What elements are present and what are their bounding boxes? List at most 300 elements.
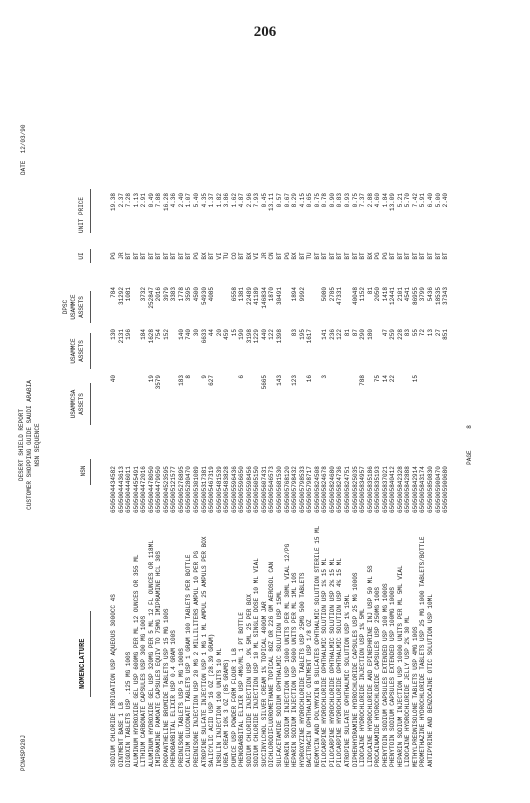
unit-price-cell: 5.70 xyxy=(404,193,412,208)
nomenclature-cell: SUCCINYLCHOL SILVER CREAM 1% TOPICAL 400GM JAR xyxy=(260,601,268,767)
dpsc-assets-cell: 1870 xyxy=(268,287,276,302)
nomenclature-cell: DIGOXIN TABLETS USP .125 MG 100S xyxy=(125,651,133,767)
unit-of-issue-cell: TU xyxy=(306,252,314,260)
nsn-cell: 6505005681530 xyxy=(276,466,284,513)
nsn-cell: 6505005835193 xyxy=(374,466,382,513)
unit-of-issue-cell: BT xyxy=(396,252,404,260)
nsn-cell: 6505005596436 xyxy=(230,466,238,513)
unit-price-cell: 1.07 xyxy=(185,193,193,208)
table-row xyxy=(133,50,141,785)
nsn-cell: 6505005798717 xyxy=(306,466,314,513)
unit-of-issue-cell: VI xyxy=(253,252,261,260)
dpsc-assets-cell: 30491 xyxy=(276,287,284,306)
nsn-cell: 6505004472016 xyxy=(140,466,148,513)
unit-of-issue-cell: BT xyxy=(426,252,434,260)
table-row xyxy=(321,50,329,785)
page-footer xyxy=(466,345,473,545)
unit-of-issue-cell: BT xyxy=(328,252,336,260)
nomenclature-cell: PROPANTHELINE BROMIDE TABLETS USP 15 MG 100S xyxy=(162,608,170,767)
unit-of-issue-cell: BX xyxy=(366,252,374,260)
nomenclature-cell: SULFACETAMIDE SODIUM OPHTHALMIC SOLUTION USP 15ML xyxy=(276,590,284,767)
unit-of-issue-cell: BT xyxy=(298,252,306,260)
nomenclature-cell: UREA CREAM 10% 3 OZ (85 GRAMS) xyxy=(223,658,231,767)
dpsc-assets-cell: 5080 xyxy=(321,287,329,302)
usammce-assets-cell: 236 xyxy=(328,329,336,340)
nsn-cell: 6505004523595 xyxy=(162,466,170,513)
report-id: PCN4SP920J xyxy=(20,734,27,771)
nsn-cell: 6505004434582 xyxy=(110,466,117,513)
table-row xyxy=(231,50,239,785)
table-row xyxy=(276,50,284,785)
nsn-cell: 6505005483828 xyxy=(223,466,231,513)
unit-price-cell: 8.29 xyxy=(291,193,299,208)
nsn-cell: 6505005607431 xyxy=(260,466,268,513)
unit-price-cell: 19.38 xyxy=(110,193,117,212)
nsn-cell: 6505005798533 xyxy=(298,466,306,513)
usammcsa-assets-cell: 5665 xyxy=(260,375,268,390)
unit-of-issue-cell: BT xyxy=(434,252,442,260)
table-row xyxy=(314,50,322,785)
unit-of-issue-cell: BT xyxy=(125,252,133,260)
nsn-cell: 6505005834957 xyxy=(359,466,367,513)
dpsc-assets-cell: 18535 xyxy=(434,287,442,306)
nomenclature-cell: HEPARIN SODIUM INJECTION USP 1000 UNITS PER ML 30ML VIAL 12/PG xyxy=(283,543,291,767)
usammce-assets-cell: 184 xyxy=(140,329,148,340)
table-row xyxy=(261,50,269,785)
unit-price-cell: 4.36 xyxy=(170,193,178,208)
usammce-assets-cell: 851 xyxy=(442,329,450,340)
dpsc-assets-cell: 31292 xyxy=(117,287,125,306)
unit-of-issue-cell: BT xyxy=(132,252,140,260)
unit-of-issue-cell: BT xyxy=(351,252,359,260)
usammcsa-assets-cell: 627 xyxy=(208,375,216,386)
dpsc-assets-cell: 1081 xyxy=(125,287,133,302)
dpsc-assets-cell: 2101 xyxy=(396,287,404,302)
usammce-assets-cell: 30 xyxy=(193,329,201,337)
dpsc-assets-cell: 1778 xyxy=(177,287,185,302)
nomenclature-cell: PILOCARPINE HYDROCHLORIDE OPHTHALMIC SOLUTION USP 4% 15 ML xyxy=(336,558,344,767)
usammce-assets-cell: 83 xyxy=(291,329,299,337)
nomenclature-cell: PROCAINAMIDE HYDROCHLORIDE CAPSULES USP 250MG 100S xyxy=(374,586,382,767)
unit-of-issue-cell: PG xyxy=(110,252,117,260)
nsn-cell: 6505005598456 xyxy=(245,466,253,513)
usammce-assets-cell: 20 xyxy=(215,329,223,337)
date-value: 12/03/90 xyxy=(20,124,27,154)
nomenclature-underline xyxy=(90,611,91,697)
unit-price-cell: 1.82 xyxy=(215,193,223,208)
table-row xyxy=(201,50,209,785)
nsn-cell: 6505005798432 xyxy=(291,466,299,513)
unit-of-issue-cell: BT xyxy=(321,252,329,260)
dpsc-assets-cell: 41189 xyxy=(253,287,261,306)
usammcsa-assets-cell: 9 xyxy=(200,375,208,379)
unit-price-cell: 2.37 xyxy=(117,193,125,208)
usammce-assets-cell: 1229 xyxy=(253,329,261,344)
table-row xyxy=(344,50,352,785)
nomenclature-cell: ANTIPYRINE AND BENZOCAINE OTIC SOLUTION USP 10ML xyxy=(426,594,434,767)
unit-of-issue-cell: BT xyxy=(419,252,427,260)
usammcsa-assets-cell: 16 xyxy=(306,375,314,383)
usammce-assets-cell: 1628 xyxy=(147,329,155,344)
nsn-cell: 6505005824508 xyxy=(313,466,321,513)
table-row xyxy=(299,50,307,785)
table-row xyxy=(412,50,420,785)
nsn-cell: 6505005596650 xyxy=(238,466,246,513)
nomenclature-cell: SODIUM CHLORIDE IRRIGATION USP AQUEOUS 3000CC 4S xyxy=(110,594,117,767)
nsn-cell: 6505005835186 xyxy=(366,466,374,513)
nsn-cell: 6505005280470 xyxy=(185,466,193,513)
price-underline xyxy=(90,189,91,233)
nsn-cell: 6505005900680 xyxy=(442,466,450,513)
unit-price-cell: 0.65 xyxy=(306,193,314,208)
nsn-cell: 6505005842914 xyxy=(411,466,419,513)
nomenclature-cell: INSULIN INJECTION 100 UNITS 10 ML xyxy=(215,648,223,767)
nsn-cell: 6505005824736 xyxy=(336,466,344,513)
nsn-cell: 6505005843174 xyxy=(419,466,427,513)
unit-of-issue-cell: PG xyxy=(193,252,201,260)
page-number: 206 xyxy=(253,24,277,40)
usammce-assets-cell: 195 xyxy=(298,329,306,340)
unit-of-issue-cell: BX xyxy=(245,252,253,260)
dpsc-assets-cell: 2785 xyxy=(328,287,336,302)
nsn-cell: 6505004443613 xyxy=(117,466,125,513)
table-row xyxy=(155,50,163,785)
table-row xyxy=(178,50,186,785)
nsn-cell: 6505004455491 xyxy=(132,466,140,513)
nomenclature-cell: PILOCARPINE HYDROCHLORIDE OPHTHALMIC SOLUTION USP 1% 15 ML xyxy=(321,558,329,767)
usammcsa-assets-cell: 75 xyxy=(374,375,382,383)
nsn-cell: 6505005467319 xyxy=(208,466,216,513)
nomenclature-cell: PUMICE USP POWDER FORM FLOUR 1 LB xyxy=(230,648,238,767)
usammce-assets-cell: 122 xyxy=(336,329,344,340)
nsn-cell: 6505005605150 xyxy=(253,466,261,513)
nomenclature-cell: ATROPINE SULFATE INJECTION USP 1 MG 1 ML AMPUL 25 AMPULS PER BOX xyxy=(200,536,208,767)
nsn-cell: 6505005825035 xyxy=(351,466,359,513)
usammce-assets-cell: 2131 xyxy=(117,329,125,344)
usammce-assets-cell: 87 xyxy=(351,329,359,337)
usammcsa-assets-cell: 143 xyxy=(276,375,284,386)
usammce-assets-cell: 459 xyxy=(223,329,231,340)
unit-price-cell: 5.00 xyxy=(434,193,442,208)
table-row xyxy=(140,50,148,785)
ui-underline xyxy=(90,249,91,263)
table-row xyxy=(336,50,344,785)
unit-price-cell: 4.35 xyxy=(200,193,208,208)
nomenclature-cell: ATROPINE SULFATE OPHTHALMIC SOLUTION USP 1% 15ML xyxy=(343,594,351,767)
usammce-assets-cell: 15 xyxy=(230,329,238,337)
unit-of-issue-cell: BT xyxy=(177,252,185,260)
nomenclature-cell: PILOCARPINE HYDROCHLORIDE OPHTHALMIC SOLUTION USP 2% 15 ML xyxy=(328,558,336,767)
dpsc-assets-cell: 4085 xyxy=(208,287,216,302)
rotated-report-sheet xyxy=(14,50,489,785)
unit-price-cell: 7.42 xyxy=(411,193,419,208)
dpsc-assets-cell: 252847 xyxy=(147,287,155,309)
table-row xyxy=(284,50,292,785)
nomenclature-cell: LIDOCAINE HYDROCHLORIDE INJECTION USP 1% 5ML xyxy=(359,608,367,767)
unit-of-issue-cell: PG xyxy=(381,252,389,260)
unit-of-issue-cell: BX xyxy=(200,252,208,260)
usammcsa-assets-cell: 8 xyxy=(185,375,193,379)
unit-of-issue-cell: BT xyxy=(276,252,284,260)
unit-of-issue-cell: BT xyxy=(208,252,216,260)
dpsc-assets-cell: 1152 xyxy=(359,287,367,302)
dpsc-underline xyxy=(90,291,91,323)
unit-price-cell: 0.78 xyxy=(321,193,329,208)
table-row xyxy=(208,50,216,785)
nomenclature-cell: PHENOBARBITAL ELIXIR USP 4MG/ML 1 PT BOTTLE xyxy=(238,612,246,767)
table-row xyxy=(397,50,405,785)
unit-price-cell: 0.67 xyxy=(283,193,291,208)
unit-of-issue-cell: BT xyxy=(155,252,163,260)
unit-of-issue-cell: CO xyxy=(230,252,238,260)
table-row xyxy=(223,50,231,785)
dpsc-assets-cell: 4541 xyxy=(404,287,412,302)
unit-price-cell: 0.90 xyxy=(328,193,336,208)
table-row xyxy=(367,50,375,785)
nomenclature-cell: SODIUM CHLORIDE INJECTION USP 10 ML SINGLE DOSE 10 ML VIAL xyxy=(253,558,261,767)
nsn-cell: 6505005646573 xyxy=(268,466,276,513)
table-row xyxy=(216,50,224,785)
table-row xyxy=(268,50,276,785)
unit-price-cell: 2.96 xyxy=(245,193,253,208)
usammce-assets-cell: 228 xyxy=(396,329,404,340)
usammce-assets-cell: 1398 xyxy=(276,329,284,344)
nsn-cell: 6505005824678 xyxy=(321,466,329,513)
nomenclature-cell: PREDNISONE INJECTION USP 20 MG 2 MILLILITERS AMPUL 10 PER PG xyxy=(193,550,201,767)
col-ui: UI xyxy=(78,252,85,260)
usammcsa-assets-cell: 3 xyxy=(321,375,329,379)
usammce-assets-cell: 190 xyxy=(238,329,246,340)
usammce-assets-cell: 259 xyxy=(389,329,397,340)
nomenclature-cell: PROMETHAZINE HYDROCHLORIDE TABLETS USP 25 MG 1000 TABLETS/BOTTLE xyxy=(419,536,427,767)
nsn-cell: 6505005317381 xyxy=(200,466,208,513)
nsn-underline xyxy=(90,459,91,485)
dpsc-assets-cell: 81 xyxy=(366,287,374,295)
unit-of-issue-cell: BT xyxy=(442,252,450,260)
dpsc-assets-cell: 86955 xyxy=(411,287,419,306)
dpsc-assets-cell: 12441 xyxy=(389,287,397,306)
usammcsa-assets-cell: 22 xyxy=(389,375,397,383)
table-row xyxy=(404,50,412,785)
usammce-assets-cell: 754 xyxy=(155,329,163,340)
col-usammcsa-1: USAMMCSA xyxy=(70,389,77,419)
nomenclature-cell: HEPARIN SODIUM INJECTION USP 5000 UNITS PER ML 1ML 10S xyxy=(291,572,299,767)
unit-price-cell: 5.21 xyxy=(396,193,404,208)
dpsc-assets-cell: 4500 xyxy=(193,287,201,302)
unit-of-issue-cell: BT xyxy=(411,252,419,260)
col-usammce-1: USAMMCE xyxy=(70,338,77,364)
usammce-assets-cell: 130 xyxy=(110,329,117,340)
table-row xyxy=(382,50,390,785)
col-dpsc-3: ASSETS xyxy=(78,296,85,318)
table-row xyxy=(185,50,193,785)
unit-price-cell: 2.40 xyxy=(442,193,450,208)
nomenclature-cell: DICHLORODIFLUOROMETHANE TOPICAL 8OZ OR 226 GM AEROSOL CAN xyxy=(268,561,276,767)
unit-price-cell: 7.93 xyxy=(253,193,261,208)
nomenclature-cell: LITHIUM CARBONATE CAPSULES USP 300 MG 100S xyxy=(140,615,148,767)
unit-of-issue-cell: BT xyxy=(336,252,344,260)
dpsc-assets-cell: 1381 xyxy=(238,287,246,302)
table-row xyxy=(435,50,443,785)
nsn-cell: 6505005121577 xyxy=(170,466,178,513)
usammce-assets-cell: 83 xyxy=(404,329,412,337)
usammce-underline xyxy=(90,333,91,369)
nomenclature-cell: PHENYTOIN SODIUM CAPSULES EXTENDED USP 100 MG 1000S xyxy=(381,583,389,767)
unit-of-issue-cell: JR xyxy=(117,252,125,260)
unit-of-issue-cell: BT xyxy=(185,252,193,260)
table-row xyxy=(442,50,450,785)
table-row xyxy=(374,50,382,785)
nomenclature-cell: OINTMENT BASE 1 LB xyxy=(117,702,125,767)
report-subtitle: CUSTOMER SHOPPING GUIDE SAUDI ARABIA xyxy=(26,380,33,510)
nomenclature-cell: HEPARIN SODIUM INJECTION USP 10000 UNITS PER ML 5ML VIAL xyxy=(396,565,404,767)
table-row xyxy=(359,50,367,785)
unit-price-cell: 2.91 xyxy=(140,193,148,208)
unit-price-cell: 13.09 xyxy=(389,193,397,212)
col-dpsc-1: DPSC xyxy=(62,299,69,315)
unit-price-cell: 7.37 xyxy=(359,193,367,208)
usammcsa-assets-cell: 3579 xyxy=(155,375,163,390)
unit-of-issue-cell: BX xyxy=(291,252,299,260)
nsn-cell: 6505004446011 xyxy=(125,466,133,513)
table-row xyxy=(291,50,299,785)
unit-price-cell: 5.91 xyxy=(419,193,427,208)
usammce-assets-cell: 6633 xyxy=(200,329,208,344)
unit-price-cell: 4.60 xyxy=(374,193,382,208)
usammcsa-assets-cell: 40 xyxy=(110,375,117,383)
unit-of-issue-cell: BT xyxy=(313,252,321,260)
unit-price-cell: 13.11 xyxy=(268,193,276,212)
nomenclature-cell: LIDOCAINE HYDROCHLORIDE JELLY USP 2% 30 ML xyxy=(404,615,412,767)
dpsc-assets-cell: 3595 xyxy=(185,287,193,302)
usammce-assets-cell: 3198 xyxy=(245,329,253,344)
unit-price-cell: 6.40 xyxy=(426,193,434,208)
unit-price-cell: 0.93 xyxy=(343,193,351,208)
usammce-assets-cell: 81 xyxy=(343,329,351,337)
usammce-assets-cell: 180 xyxy=(366,329,374,340)
footer-value: 8 xyxy=(466,425,473,429)
col-unit-price: UNIT PRICE xyxy=(78,196,85,233)
nomenclature-cell: CALCIUM GLUCONATE TABLETS USP 1 GRAM 100 TABLETS PER BOTTLE xyxy=(185,554,193,767)
table-row xyxy=(253,50,261,785)
usammce-assets-cell: 1617 xyxy=(306,329,314,344)
nsn-cell: 6505005481539 xyxy=(215,466,223,513)
unit-price-cell: 0.75 xyxy=(351,193,359,208)
usammcsa-assets-cell: 6 xyxy=(238,375,246,379)
dpsc-assets-cell: 2016 xyxy=(155,287,163,302)
col-dpsc-2: USAMMCE xyxy=(70,294,77,320)
unit-of-issue-cell: BT xyxy=(359,252,367,260)
table-row xyxy=(118,50,126,785)
unit-price-cell: 1.62 xyxy=(230,193,238,208)
usammcsa-assets-cell: 183 xyxy=(177,375,185,386)
nsn-cell: 6505004478050 xyxy=(147,466,155,513)
unit-of-issue-cell: VI xyxy=(215,252,223,260)
table-row xyxy=(389,50,397,785)
report-date xyxy=(20,125,27,175)
table-row xyxy=(148,50,156,785)
unit-of-issue-cell: BT xyxy=(389,252,397,260)
unit-price-cell: 7.88 xyxy=(155,193,163,208)
usammcsa-assets-cell: 14 xyxy=(381,375,389,383)
usammcsa-assets-cell: 788 xyxy=(359,375,367,386)
nomenclature-cell: SALICYLIC ACID USP 16 OZ (28.39 GRAM) xyxy=(208,633,216,767)
col-usammce-2: ASSETS xyxy=(78,340,85,362)
nomenclature-cell: IMIPRAMINE PAMOATE CAPSULES EQUIV TO 75MG IMIPRAMINE HCL 30S xyxy=(155,550,163,767)
nomenclature-cell: PHENYTOIN SODIUM CAPSULES EXTENDED USP 100MG 1000S xyxy=(389,586,397,767)
dpsc-assets-cell: 9992 xyxy=(298,287,306,302)
unit-price-cell: 2.40 xyxy=(177,193,185,208)
unit-price-cell: 1.13 xyxy=(132,193,140,208)
dpsc-assets-cell: 2050 xyxy=(374,287,382,302)
unit-of-issue-cell: PG xyxy=(283,252,291,260)
usammce-assets-cell: 47 xyxy=(381,329,389,337)
dpsc-assets-cell: 47331 xyxy=(336,287,344,306)
unit-price-cell: 1.84 xyxy=(381,193,389,208)
dpsc-assets-cell: 5436 xyxy=(426,287,434,302)
col-usammcsa-2: ASSETS xyxy=(78,393,85,415)
unit-price-cell: 0.45 xyxy=(260,193,268,208)
nomenclature-cell: ALUMINUM HYDROXIDE GEL USP 600MG PER ML 12 OUNCES OR 355 ML xyxy=(132,554,140,767)
col-nomenclature: NOMENCLATURE xyxy=(79,638,87,689)
unit-of-issue-cell: BT xyxy=(404,252,412,260)
table-row xyxy=(419,50,427,785)
dpsc-assets-cell: 54930 xyxy=(200,287,208,306)
unit-of-issue-cell: BT xyxy=(147,252,155,260)
nomenclature-cell: METHYLPREDNISOLONE TABLETS USP 4MG 100S xyxy=(411,626,419,767)
nomenclature-cell: BACITRACIN OPHTHALMIC OINTMENT USP 1/8 OZ xyxy=(306,619,314,767)
table-row xyxy=(163,50,171,785)
unit-of-issue-cell: PG xyxy=(374,252,382,260)
nsn-cell: 6505005842328 xyxy=(396,466,404,513)
nsn-cell: 6505005837021 xyxy=(381,466,389,513)
nomenclature-cell: PHENOBARBITAL ELIXIR USP 0.4 GRAM 100S xyxy=(170,630,178,767)
unit-price-cell: 7.28 xyxy=(125,193,133,208)
nsn-cell: 6505005824680 xyxy=(328,466,336,513)
unit-of-issue-cell: BT xyxy=(343,252,351,260)
usammce-assets-cell: 440 xyxy=(260,329,268,340)
dpsc-assets-cell: 3383 xyxy=(170,287,178,302)
dpsc-assets-cell: 146834 xyxy=(260,287,268,309)
dpsc-assets-cell: 3979 xyxy=(162,287,170,302)
table-row xyxy=(352,50,360,785)
usammce-assets-cell: 27 xyxy=(434,329,442,337)
usammce-assets-cell: 140 xyxy=(177,329,185,340)
table-row xyxy=(238,50,246,785)
unit-price-cell: 2.88 xyxy=(366,193,374,208)
usammcsa-assets-cell: 19 xyxy=(147,375,155,383)
unit-price-cell: 5.40 xyxy=(193,193,201,208)
unit-of-issue-cell: TU xyxy=(223,252,231,260)
unit-of-issue-cell: BT xyxy=(170,252,178,260)
dpsc-assets-cell: 6558 xyxy=(230,287,238,302)
unit-of-issue-cell: JR xyxy=(260,252,268,260)
unit-of-issue-cell: CN xyxy=(268,252,276,260)
dpsc-assets-cell: 3732 xyxy=(140,287,148,302)
unit-price-cell: 0.83 xyxy=(336,193,344,208)
nsn-cell: 6505005276895 xyxy=(177,466,185,513)
table-row xyxy=(427,50,435,785)
nsn-cell: 6505005840412 xyxy=(389,466,397,513)
usammcsa-underline xyxy=(90,383,91,425)
nsn-cell: 6505005824751 xyxy=(343,466,351,513)
dpsc-assets-cell: 40048 xyxy=(351,287,359,306)
usammce-assets-cell: 740 xyxy=(185,329,193,340)
unit-of-issue-cell: BT xyxy=(162,252,170,260)
table-row xyxy=(193,50,201,785)
footer-label: PAGE xyxy=(466,450,473,465)
report-sequence: NSN SEQUENCE xyxy=(34,423,41,467)
